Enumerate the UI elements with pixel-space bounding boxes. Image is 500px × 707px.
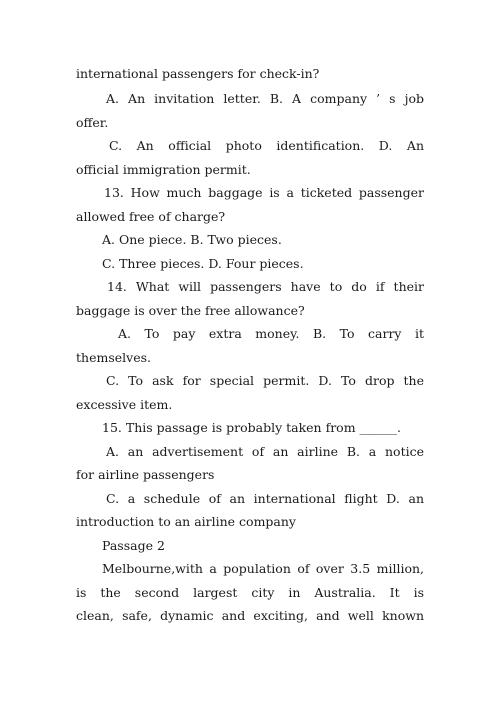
text-line: international passengers for check-in?: [76, 66, 320, 81]
text-line: A. To pay extra money. B. To carry it: [118, 326, 424, 341]
section-heading: Passage 2: [102, 538, 165, 553]
text-line: official immigration permit.: [76, 162, 251, 177]
text-line: C. Three pieces. D. Four pieces.: [102, 256, 304, 271]
text-line: offer.: [76, 115, 109, 130]
text-line: clean, safe, dynamic and exciting, and well known: [76, 608, 424, 623]
text-line: themselves.: [76, 350, 151, 365]
text-line: A. an advertisement of an airline B. a notice: [106, 444, 424, 459]
text-line: C. a schedule of an international flight D. an: [106, 491, 424, 506]
text-line: 15. This passage is probably taken from ______.: [102, 420, 402, 435]
text-line: C. To ask for special permit. D. To drop the: [106, 373, 424, 388]
text-line: baggage is over the free allowance?: [76, 303, 305, 318]
text-line: 13. How much baggage is a ticketed passenger: [104, 185, 424, 200]
text-line: allowed free of charge?: [76, 209, 226, 224]
text-line: introduction to an airline company: [76, 514, 296, 529]
text-line: A. One piece. B. Two pieces.: [102, 232, 282, 247]
text-line: Melbourne,with a population of over 3.5 million,: [102, 561, 424, 576]
text-line: 14. What will passengers have to do if their: [107, 279, 424, 294]
text-line: is the second largest city in Australia. It is: [76, 585, 424, 600]
text-line: for airline passengers: [76, 467, 215, 482]
text-line: A. An invitation letter. B. A company ’ s job: [106, 91, 424, 106]
text-line: C. An official photo identification. D. An: [109, 138, 424, 153]
text-line: excessive item.: [76, 397, 173, 412]
